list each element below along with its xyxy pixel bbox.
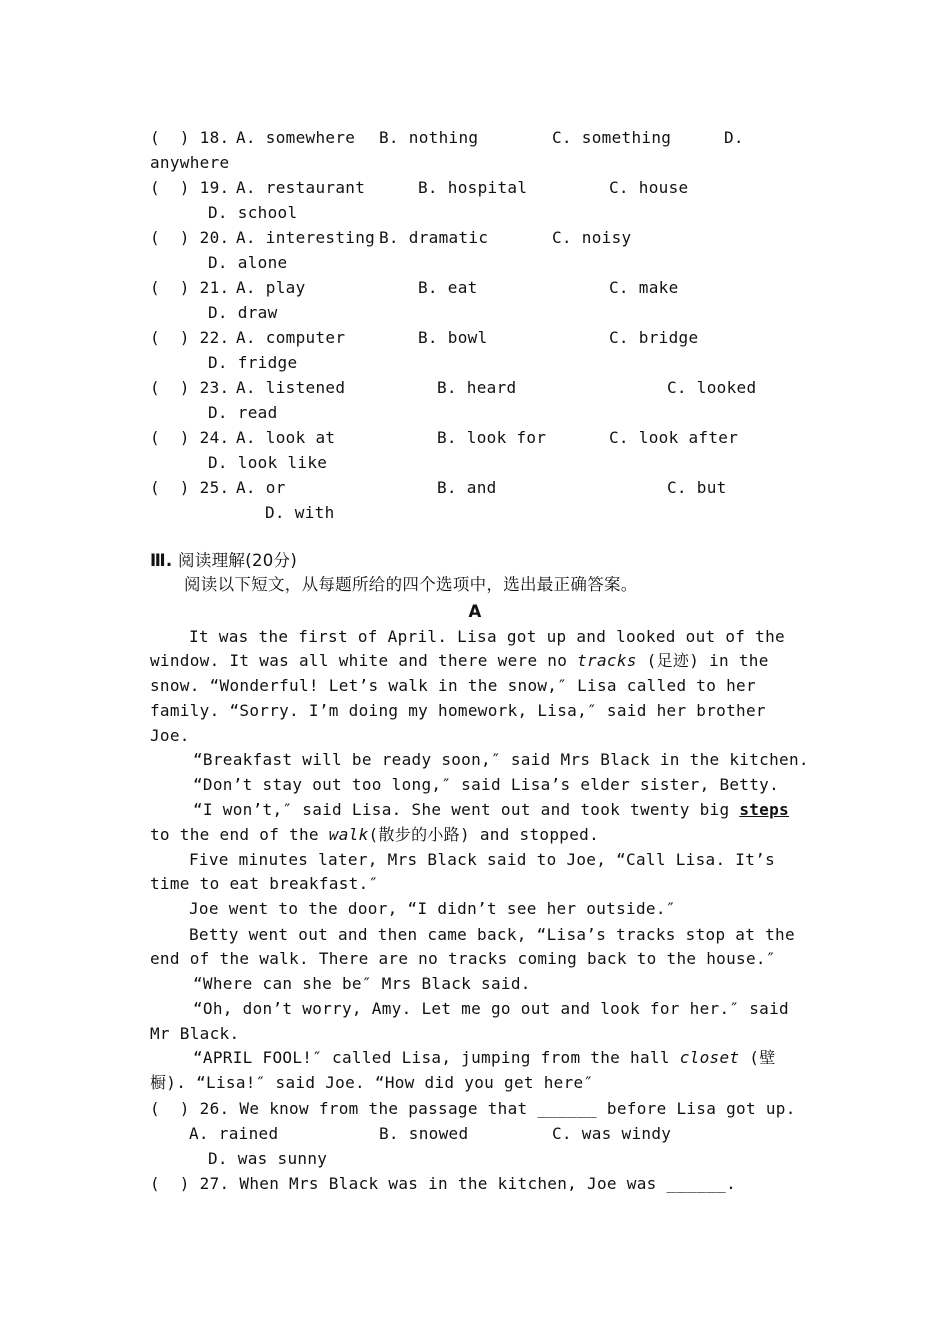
q19-option-a: A. restaurant (236, 178, 366, 197)
q21-option-d: D. draw (208, 303, 278, 322)
q26-option-c: C. was windy (552, 1124, 672, 1143)
passage-line (193, 1048, 776, 1068)
q26-option-d: D. was sunny (208, 1149, 328, 1168)
q21-option-b: B. eat (418, 278, 478, 297)
q23-option-b: B. heard (437, 378, 517, 397)
passage-line: Mr Black. (150, 1024, 240, 1043)
q19-option-b: B. hospital (418, 178, 528, 197)
passage-line: time to eat breakfast.″ (150, 874, 379, 893)
passage-text: “APRIL FOOL!″ called Lisa, jumping from the hall (193, 1048, 680, 1067)
q20-option-a: A. interesting (236, 228, 376, 247)
q23-number: ( ) 23. (150, 378, 230, 397)
passage-label: A (468, 602, 482, 621)
closet-term: closet (679, 1048, 740, 1067)
q21-option-c: C. make (609, 278, 679, 297)
q22-option-a: A. computer (236, 328, 346, 347)
q18-option-a: A. somewhere (236, 128, 356, 147)
q24-option-b: B. look for (437, 428, 547, 447)
q23-option-d: D. read (208, 403, 278, 422)
passage-line: Joe went to the door, “I didn’t see her outside.″ (189, 899, 676, 918)
q25-option-c: C. but (667, 478, 727, 497)
passage-line: “Oh, don’t worry, Amy. Let me go out and look for her.″ said (193, 999, 789, 1018)
passage-line (150, 651, 769, 671)
q26-stem: ( ) 26. We know from the passage that ______ before Lisa got up. (150, 1099, 796, 1118)
section-instruction: 阅读以下短文，从每题所给的四个选项中，选出最正确答案。 (184, 575, 638, 594)
passage-line (150, 825, 599, 845)
q22-option-d: D. fridge (208, 353, 298, 372)
passage-text: window. It was all white and there were no (150, 651, 578, 670)
q18-option-c: C. something (552, 128, 672, 147)
passage-text: (壁 (739, 1048, 776, 1067)
steps-term: steps (739, 800, 789, 819)
passage-line: “Don’t stay out too long,″ said Lisa’s elder sister, Betty. (193, 775, 780, 794)
q18-option-d-label: D. (724, 128, 744, 147)
q20-option-d: D. alone (208, 253, 288, 272)
tracks-term: tracks (577, 651, 637, 670)
section-heading (150, 551, 297, 571)
q26-option-b: B. snowed (379, 1124, 469, 1143)
q25-number: ( ) 25. (150, 478, 230, 497)
section-number: Ⅲ. (150, 551, 173, 570)
q21-option-a: A. play (236, 278, 306, 297)
q24-option-c: C. look after (609, 428, 739, 447)
q23-option-c: C. looked (667, 378, 757, 397)
passage-text: to the end of the (150, 825, 329, 844)
q23-option-a: A. listened (236, 378, 346, 397)
passage-line: It was the first of April. Lisa got up and looked out of the (189, 627, 785, 646)
q22-option-b: B. bowl (418, 328, 488, 347)
q24-number: ( ) 24. (150, 428, 230, 447)
q25-option-b: B. and (437, 478, 497, 497)
walk-term: walk (328, 825, 369, 844)
q24-option-d: D. look like (208, 453, 328, 472)
q19-option-d: D. school (208, 203, 298, 222)
passage-line: “Where can she be″ Mrs Black said. (193, 974, 531, 993)
passage-text: (散步的小路) and stopped. (368, 825, 600, 844)
q19-number: ( ) 19. (150, 178, 230, 197)
passage-line: end of the walk. There are no tracks coming back to the house.″ (150, 949, 776, 968)
q21-number: ( ) 21. (150, 278, 230, 297)
passage-line (193, 800, 789, 820)
q24-option-a: A. look at (236, 428, 336, 447)
q26-option-a: A. rained (189, 1124, 279, 1143)
q20-option-b: B. dramatic (379, 228, 489, 247)
passage-line: 橱). “Lisa!″ said Joe. “How did you get here″ (150, 1073, 594, 1092)
q25-option-d: D. with (265, 503, 335, 522)
passage-line: Five minutes later, Mrs Black said to Joe, “Call Lisa. It’s (189, 850, 776, 869)
passage-line: Joe. (150, 726, 190, 745)
q20-number: ( ) 20. (150, 228, 230, 247)
q22-number: ( ) 22. (150, 328, 230, 347)
q22-option-c: C. bridge (609, 328, 699, 347)
section-title: 阅读理解(20分) (178, 551, 298, 570)
passage-text: (足迹) in the (636, 651, 769, 670)
q18-option-d-text: anywhere (150, 153, 230, 172)
passage-line: “Breakfast will be ready soon,″ said Mrs Black in the kitchen. (193, 750, 809, 769)
q25-option-a: A. or (236, 478, 286, 497)
passage-line: snow. “Wonderful! Let’s walk in the snow,″ Lisa called to her (150, 676, 756, 695)
q18-option-b: B. nothing (379, 128, 479, 147)
passage-text: “I won’t,″ said Lisa. She went out and took twenty big (193, 800, 740, 819)
q20-option-c: C. noisy (552, 228, 632, 247)
q19-option-c: C. house (609, 178, 689, 197)
q18-number: ( ) 18. (150, 128, 230, 147)
passage-line: family. “Sorry. I’m doing my homework, Lisa,″ said her brother (150, 701, 766, 720)
q27-stem: ( ) 27. When Mrs Black was in the kitchen, Joe was ______. (150, 1174, 737, 1193)
passage-line: Betty went out and then came back, “Lisa’s tracks stop at the (189, 925, 795, 944)
